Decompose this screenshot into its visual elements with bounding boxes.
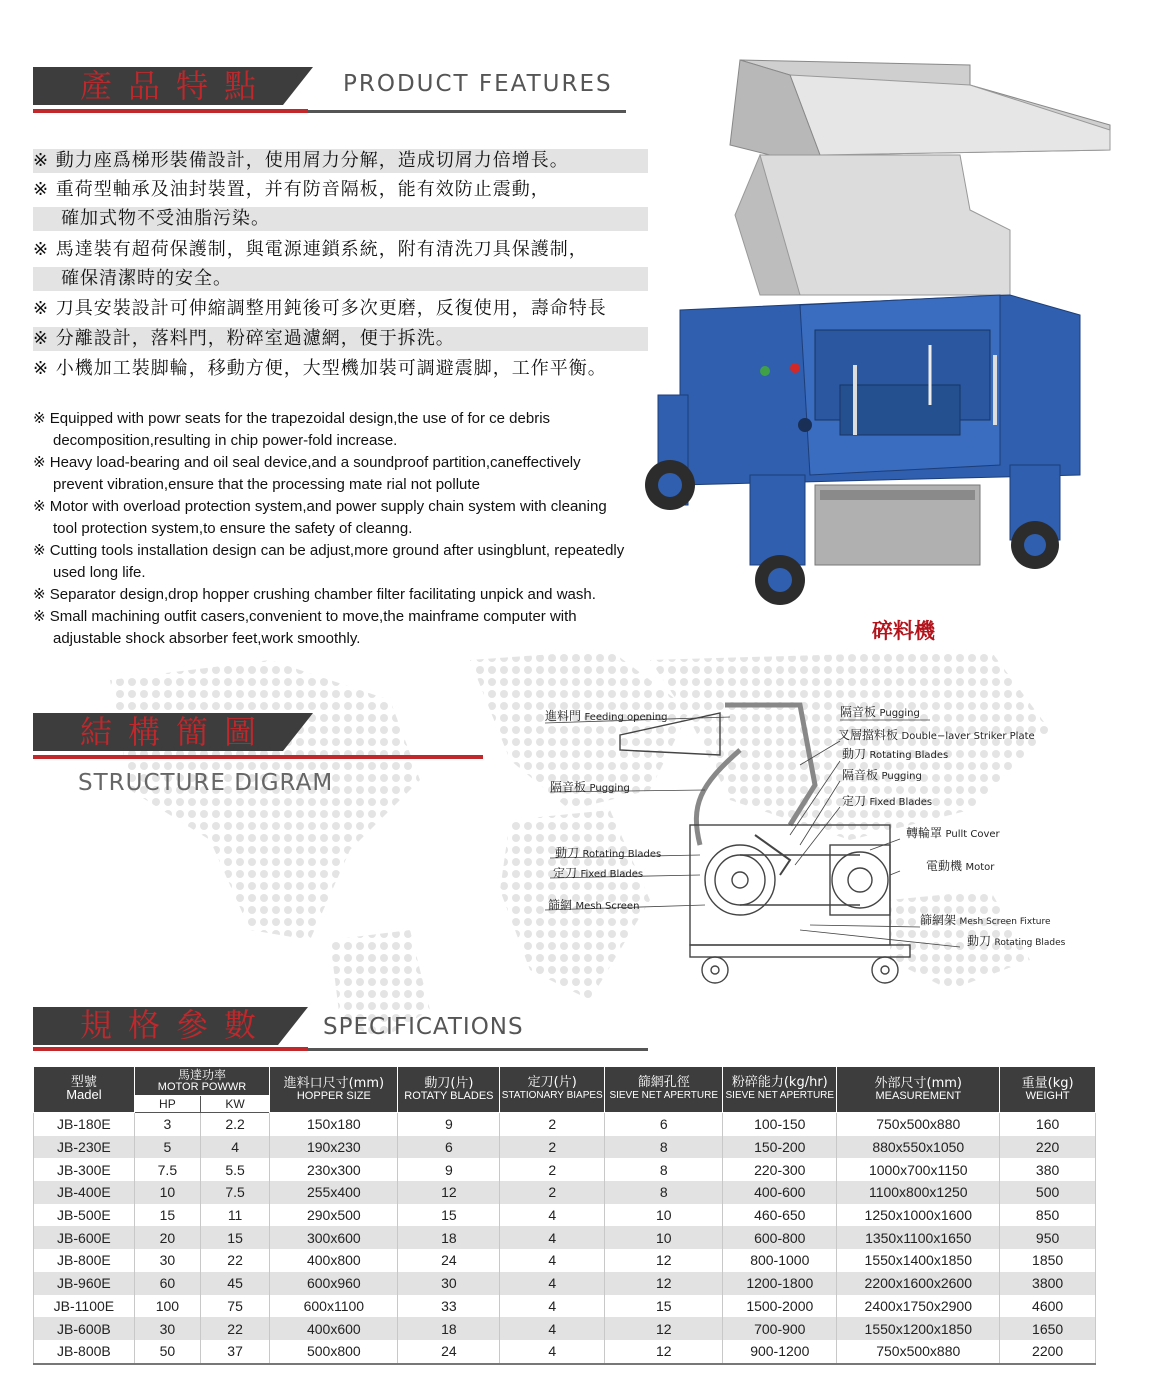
table-cell: 380 [1000,1158,1096,1181]
feature-en-item: ※ Cutting tools installation design can be adjust,more ground after usingblunt, repeatedly used long life. [33,542,625,581]
table-cell: 2200x1600x2600 [837,1272,1000,1295]
table-cell: 4 [500,1249,605,1272]
table-cell: JB-960E [34,1272,135,1295]
table-cell: 100 [134,1295,200,1318]
table-cell: 2 [500,1181,605,1204]
feature-cn-line: ※ 分離設計，落料門，粉碎室過濾網，便于拆洗。 [33,327,648,351]
feature-en-item: ※ Motor with overload protection system,and power supply chain system with cleaning tool protection system,to ensure the safety of cleanng. [33,498,607,537]
table-cell: 150-200 [723,1136,837,1159]
table-cell: 5.5 [200,1158,269,1181]
table-cell: 18 [398,1317,500,1340]
table-cell: 5 [134,1136,200,1159]
table-cell: 7.5 [200,1181,269,1204]
table-cell: 600x1100 [270,1295,398,1318]
feature-en-item: ※ Separator design,drop hopper crushing chamber filter facilitating unpick and wash. [33,586,596,603]
table-cell: 100-150 [723,1113,837,1136]
table-cell: 12 [605,1317,723,1340]
col-hp: HP [134,1096,200,1113]
table-cell: 4 [500,1204,605,1227]
table-cell: 750x500x880 [837,1113,1000,1136]
table-cell: 230x300 [270,1158,398,1181]
table-cell: 220 [1000,1136,1096,1159]
table-cell: 75 [200,1295,269,1318]
table-cell: 800-1000 [723,1249,837,1272]
table-cell: 3 [134,1113,200,1136]
features-title-cn: 產品特點 [80,67,273,105]
table-cell: 7.5 [134,1158,200,1181]
table-cell: 9 [398,1158,500,1181]
table-row [34,1136,1096,1159]
table-cell: JB-230E [34,1136,135,1159]
table-row [34,1113,1096,1136]
table-cell: 24 [398,1249,500,1272]
features-underline-gray [308,110,626,113]
table-cell: 1550x1400x1850 [837,1249,1000,1272]
label-mesh-screen: 篩網 Mesh Screen [548,898,640,912]
table-cell: 400x800 [270,1249,398,1272]
table-header-row [34,1067,1096,1096]
col-capacity: 粉碎能力(kg/hr) SIEVE NET APERTURE [723,1067,837,1113]
feature-cn-line: 確加式物不受油脂污染。 [33,207,648,231]
table-cell: 6 [398,1136,500,1159]
col-kw: KW [200,1096,269,1113]
table-cell: 33 [398,1295,500,1318]
feature-cn-line: ※ 重荷型軸承及油封裝置，并有防音隔板，能有效防止震動， [33,179,550,200]
label-fixed-right: 定刀 Fixed Blades [842,794,933,808]
label-motor: 電動機 Motor [926,859,995,873]
table-row [34,1181,1096,1204]
specifications-table [33,1066,1096,1365]
table-row [34,1249,1096,1272]
table-cell: 37 [200,1340,269,1364]
table-cell: 150x180 [270,1113,398,1136]
table-cell: 4600 [1000,1295,1096,1318]
table-cell: 11 [200,1204,269,1227]
table-cell: 20 [134,1226,200,1249]
table-cell: 10 [134,1181,200,1204]
table-cell: 4 [500,1272,605,1295]
table-cell: 10 [605,1204,723,1227]
table-cell: 60 [134,1272,200,1295]
features-title-en: PRODUCT FEATURES [343,71,613,97]
table-body [34,1113,1096,1364]
table-row [34,1226,1096,1249]
col-sieve: 篩網孔徑 SIEVE NET APERTURE [605,1067,723,1113]
table-cell: 2 [500,1113,605,1136]
feature-en-item: ※ Heavy load-bearing and oil seal device,and a soundproof partition,caneffectively prevent vibration,ensure that the processing mate rial not pollute [33,454,581,493]
table-row [34,1272,1096,1295]
label-pugging-left: 隔音板 Pugging [550,780,630,794]
label-rotating-bottom: 動刀 Rotating Blades [967,934,1066,948]
table-cell: 2 [500,1136,605,1159]
table-cell: 600-800 [723,1226,837,1249]
table-cell: 1200-1800 [723,1272,837,1295]
table-cell: 460-650 [723,1204,837,1227]
feature-en-item: ※ Small machining outfit casers,convenient to move,the mainframe computer with adjustable shock absorber feet,work smoothly. [33,608,577,647]
table-cell: 1100x800x1250 [837,1181,1000,1204]
table-cell: 15 [605,1295,723,1318]
table-row [34,1317,1096,1340]
table-cell: 190x230 [270,1136,398,1159]
table-cell: 500 [1000,1181,1096,1204]
table-cell: 6 [605,1113,723,1136]
table-cell: 300x600 [270,1226,398,1249]
table-cell: 500x800 [270,1340,398,1364]
table-cell: 1000x700x1150 [837,1158,1000,1181]
table-cell: 255x400 [270,1181,398,1204]
structure-title-cn: 結構簡圖 [80,713,273,751]
label-pugging-right: 隔音板 Pugging [842,768,922,782]
table-cell: 22 [200,1249,269,1272]
structure-title-en: STRUCTURE DIGRAM [78,770,334,796]
table-cell: 18 [398,1226,500,1249]
table-cell: JB-180E [34,1113,135,1136]
label-fixed-left: 定刀 Fixed Blades [553,866,644,880]
table-cell: 4 [500,1226,605,1249]
specs-title-cn: 規格參數 [80,1006,273,1044]
label-striker-plate: 叉層擋料板 Double−laver Striker Plate [838,728,1035,742]
table-cell: 30 [134,1317,200,1340]
table-cell: 400x600 [270,1317,398,1340]
features-en-list [33,408,633,650]
table-row [34,1204,1096,1227]
table-cell: 2 [500,1158,605,1181]
col-stationary: 定刀(片) STATIONARY BIAPES [500,1067,605,1113]
features-underline-red [33,109,308,113]
col-weight: 重量(kg) WEIGHT [1000,1067,1096,1113]
label-rotating-right: 動刀 Rotating Blades [842,747,949,761]
structure-underline-red [33,755,483,759]
col-motor: 馬達功率 MOTOR POWWR [134,1067,269,1096]
table-cell: 4 [500,1295,605,1318]
table-cell: JB-500E [34,1204,135,1227]
table-cell: 1350x1100x1650 [837,1226,1000,1249]
table-cell: 24 [398,1340,500,1364]
label-feeding-opening: 進料門 Feeding opening [545,709,668,723]
table-cell: 400-600 [723,1181,837,1204]
table-row [34,1340,1096,1364]
table-cell: 30 [398,1272,500,1295]
table-cell: 1250x1000x1600 [837,1204,1000,1227]
table-cell: 15 [200,1226,269,1249]
table-cell: 10 [605,1226,723,1249]
table-cell: 4 [200,1136,269,1159]
table-cell: 12 [605,1340,723,1364]
label-rotating-left: 動刀 Rotating Blades [555,846,662,860]
table-cell: 12 [605,1272,723,1295]
specs-title-en: SPECIFICATIONS [323,1014,524,1040]
table-cell: 600x960 [270,1272,398,1295]
table-cell: 880x550x1050 [837,1136,1000,1159]
table-cell: 3800 [1000,1272,1096,1295]
table-cell: 9 [398,1113,500,1136]
label-mesh-fixture: 篩網架 Mesh Screen Fixture [920,913,1051,927]
table-cell: 2200 [1000,1340,1096,1364]
table-cell: JB-300E [34,1158,135,1181]
feature-en-item: ※ Equipped with powr seats for the trapezoidal design,the use of for ce debris decomposition,resulting in chip power-fold increase. [33,410,551,449]
table-cell: JB-600B [34,1317,135,1340]
table-cell: 1550x1200x1850 [837,1317,1000,1340]
crusher-machine-image [640,55,1120,615]
feature-cn-line: 確保清潔時的安全。 [33,267,648,291]
table-cell: 290x500 [270,1204,398,1227]
table-cell: JB-400E [34,1181,135,1204]
table-cell: 1650 [1000,1317,1096,1340]
table-row [34,1158,1096,1181]
table-cell: 15 [398,1204,500,1227]
table-cell: 4 [500,1340,605,1364]
table-cell: 8 [605,1181,723,1204]
table-cell: JB-800E [34,1249,135,1272]
table-cell: 22 [200,1317,269,1340]
table-cell: 4 [500,1317,605,1340]
label-pulley-cover: 轉輪罩 Pullt Cover [906,826,1000,840]
label-pugging-top: 隔音板 Pugging [840,705,920,719]
specs-underline-red [33,1047,308,1051]
table-cell: 2.2 [200,1113,269,1136]
specs-underline-gray [308,1048,648,1051]
table-row [34,1295,1096,1318]
table-cell: 12 [398,1181,500,1204]
table-cell: 8 [605,1136,723,1159]
feature-cn-line: ※ 馬達裝有超荷保護制，與電源連鎖系統，附有清洗刀具保護制， [33,239,588,260]
feature-cn-line: ※ 小機加工裝脚輪，移動方便，大型機加裝可調避震脚，工作平衡。 [33,358,607,379]
table-cell: 45 [200,1272,269,1295]
machine-caption: 碎料機 [872,619,935,643]
table-cell: 1850 [1000,1249,1096,1272]
table-cell: 950 [1000,1226,1096,1249]
table-cell: 700-900 [723,1317,837,1340]
table-cell: 2400x1750x2900 [837,1295,1000,1318]
table-cell: JB-800B [34,1340,135,1364]
table-cell: JB-600E [34,1226,135,1249]
table-cell: 750x500x880 [837,1340,1000,1364]
table-cell: 12 [605,1249,723,1272]
col-model: 型號 Madel [34,1067,135,1113]
feature-cn-line: ※ 刀具安裝設計可伸縮調整用鈍後可多次更磨，反復使用，壽命特長 [33,298,607,319]
table-cell: 30 [134,1249,200,1272]
table-cell: JB-1100E [34,1295,135,1318]
col-rotaty: 動刀(片) ROTATY BLADES [398,1067,500,1113]
feature-cn-line: ※ 動力座爲梯形裝備設計，使用屑力分解，造成切屑力倍增長。 [33,149,648,173]
table-cell: 220-300 [723,1158,837,1181]
table-cell: 900-1200 [723,1340,837,1364]
table-cell: 8 [605,1158,723,1181]
col-hopper: 進料口尺寸(mm) HOPPER SIZE [270,1067,398,1113]
table-cell: 160 [1000,1113,1096,1136]
table-cell: 15 [134,1204,200,1227]
col-measurement: 外部尺寸(mm) MEASUREMENT [837,1067,1000,1113]
table-cell: 1500-2000 [723,1295,837,1318]
table-cell: 50 [134,1340,200,1364]
table-cell: 850 [1000,1204,1096,1227]
